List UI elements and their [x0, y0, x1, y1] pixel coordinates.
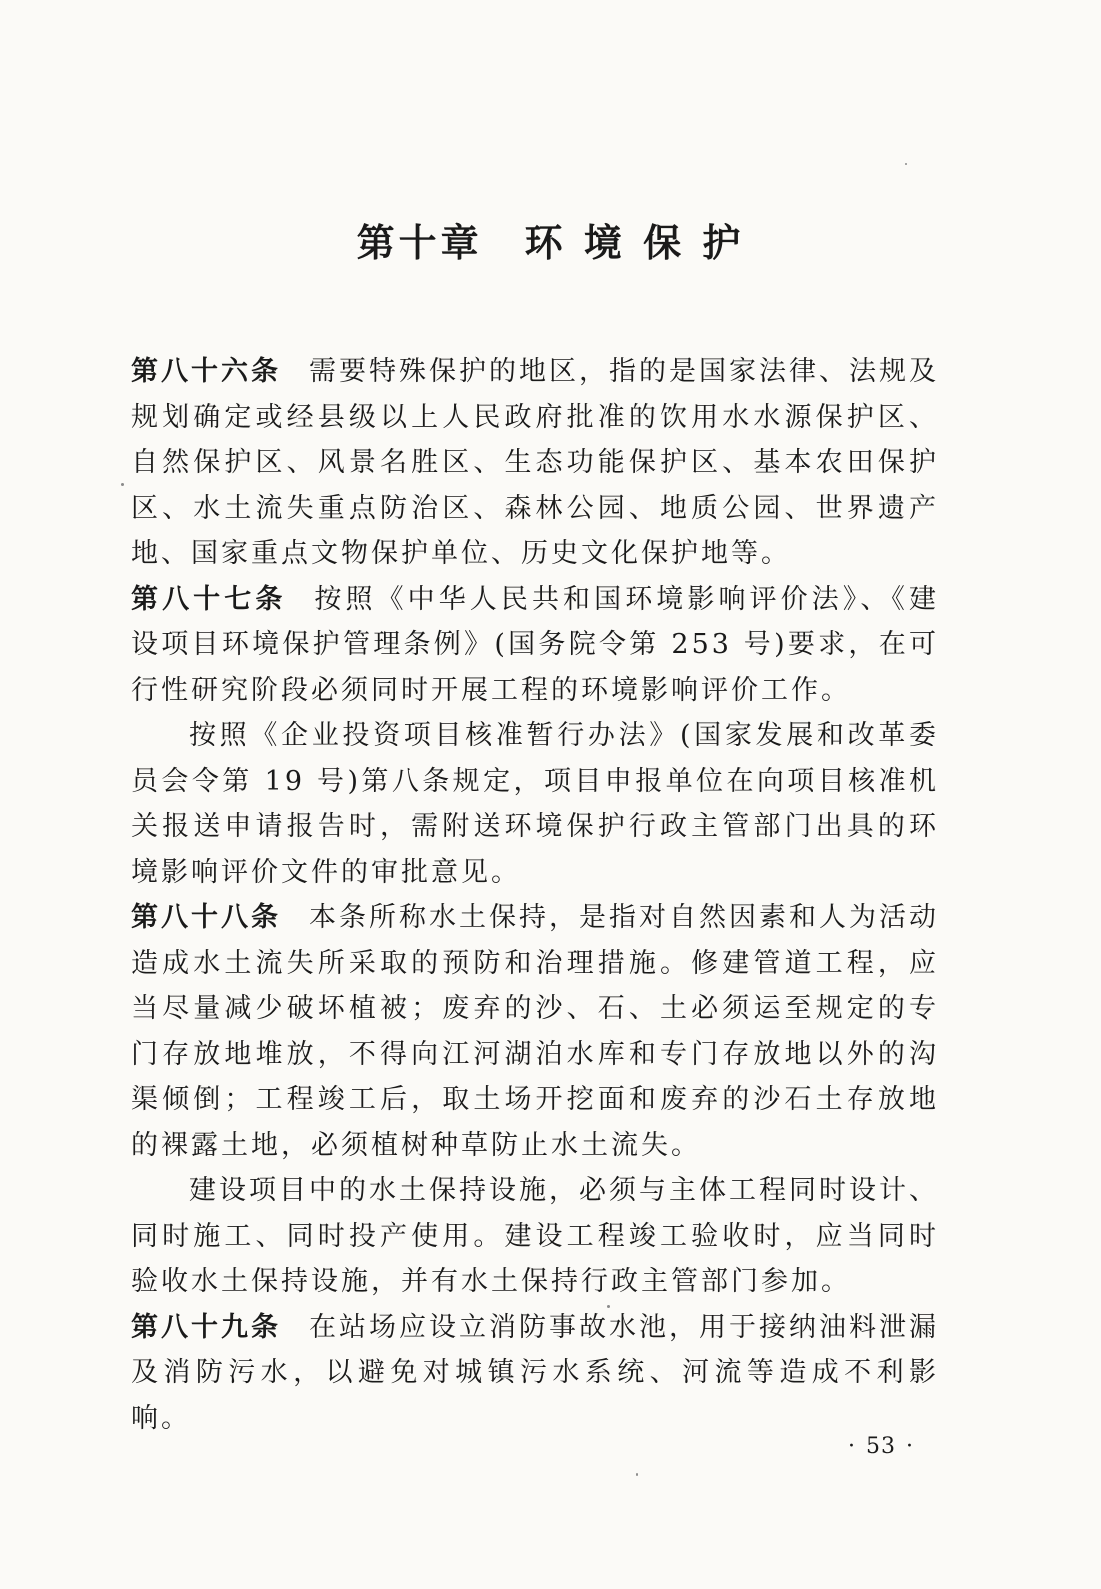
article-number: 第八十八条 [131, 902, 281, 933]
article-87-paragraph [131, 577, 939, 714]
article-89-paragraph [131, 1305, 939, 1442]
paragraph-text: 按照《企业投资项目核准暂行办法》(国家发展和改革委员会令第 19 号)第八条规定，项目申报单位在向项目核准机关报送申请报告时，需附送环境保护行政主管部门出具的环境影响评价文件的审批意见。 [131, 720, 939, 888]
article-87-continuation-paragraph [131, 713, 939, 895]
paragraph-text: 建设项目中的水土保持设施，必须与主体工程同时设计、同时施工、同时投产使用。建设工程竣工验收时，应当同时验收水土保持设施，并有水土保持行政主管部门参加。 [131, 1175, 939, 1297]
scan-speck [607, 1305, 610, 1308]
article-text: 按照《中华人民共和国环境影响评价法》、《建设项目环境保护管理条例》(国务院令第 253 号)要求，在可行性研究阶段必须同时开展工程的环境影响评价工作。 [131, 583, 940, 706]
page-number-dot-left: · [848, 1434, 856, 1459]
article-88-paragraph [131, 895, 939, 1168]
page-number-dot-right: · [906, 1434, 914, 1459]
chapter-number: 第十章 [356, 221, 483, 265]
scan-speck [905, 163, 907, 165]
chapter-body [131, 349, 939, 1441]
scan-speck [636, 1473, 638, 1476]
article-text: 在站场应设立消防事故水池，用于接纳油料泄漏及消防污水，以避免对城镇污水系统、河流等造成不利影响。 [131, 1311, 939, 1434]
article-number: 第八十六条 [131, 356, 281, 387]
article-text: 需要特殊保护的地区，指的是国家法律、法规及规划确定或经县级以上人民政府批准的饮用水水源保护区、自然保护区、风景名胜区、生态功能保护区、基本农田保护区、水土流失重点防治区、森林公园、地质公园、世界遗产地、国家重点文物保护单位、历史文化保护地等。 [131, 356, 939, 569]
page-number-value: 53 [866, 1434, 896, 1459]
article-88-continuation-paragraph [131, 1168, 939, 1305]
chapter-title [0, 218, 1101, 268]
scan-speck [121, 483, 124, 486]
article-text: 本条所称水土保持，是指对自然因素和人为活动造成水土流失所采取的预防和治理措施。修建管道工程，应当尽量减少破坏植被；废弃的沙、石、土必须运至规定的专门存放地堆放，不得向江河湖泊水库和专门存放地以外的沟渠倾倒；工程竣工后，取土场开挖面和废弃的沙石土存放地的裸露土地，必须植树种草防止水土流失。 [131, 902, 939, 1161]
article-number: 第八十九条 [131, 1311, 281, 1343]
page-number [838, 1434, 924, 1459]
article-86-paragraph [131, 349, 939, 577]
chapter-name: 环 境 保 护 [524, 221, 745, 265]
article-number: 第八十七条 [131, 583, 287, 615]
